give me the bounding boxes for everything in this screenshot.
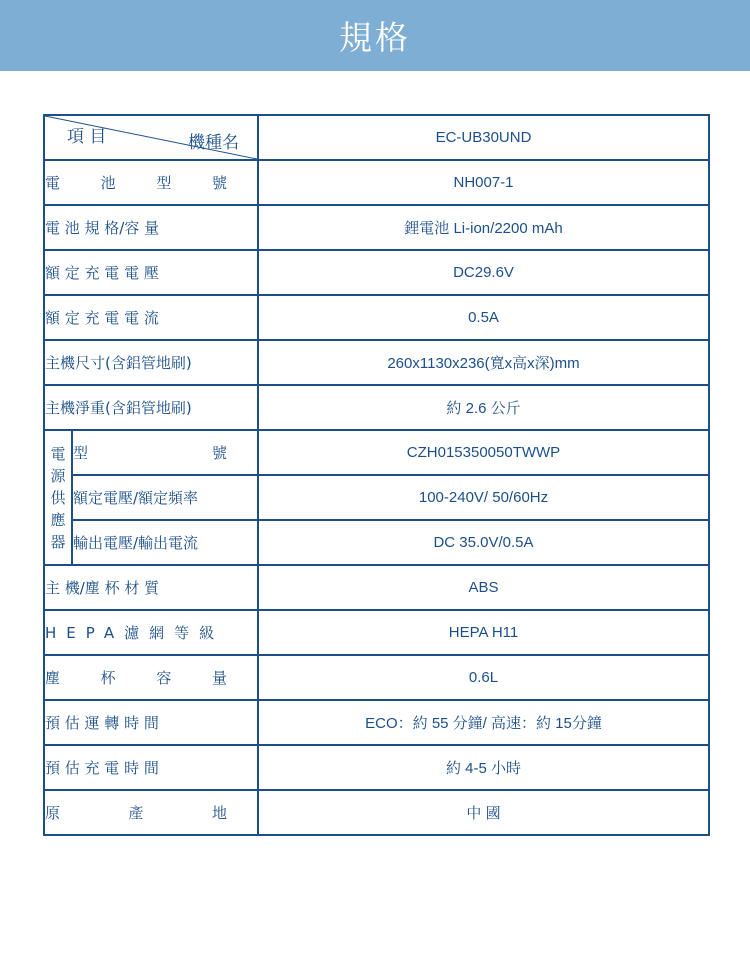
row-value: ABS	[258, 565, 709, 610]
table-row	[44, 520, 709, 565]
diagonal-header-cell	[44, 115, 258, 160]
table-row	[44, 430, 709, 475]
title-banner	[0, 0, 750, 71]
row-value: 約 2.6 公斤	[258, 385, 709, 430]
row-label: 電 池 型 號	[45, 174, 227, 192]
table-row	[44, 385, 709, 430]
row-label: 額定電壓/額定頻率	[72, 475, 258, 520]
row-value: 0.5A	[258, 295, 709, 340]
row-label: 預 估 運 轉 時 間	[44, 700, 258, 745]
table-row	[44, 205, 709, 250]
row-value: 中 國	[258, 790, 709, 835]
header-row	[44, 115, 709, 160]
row-label: 額 定 充 電 電 壓	[44, 250, 258, 295]
row-value: DC29.6V	[258, 250, 709, 295]
row-label: 額 定 充 電 電 流	[44, 295, 258, 340]
row-label: 主機淨重(含鋁管地刷)	[44, 385, 258, 430]
row-label: 原 產 地	[45, 804, 227, 822]
table-row	[44, 655, 709, 700]
row-value: 0.6L	[258, 655, 709, 700]
row-value: 鋰電池 Li-ion/2200 mAh	[258, 205, 709, 250]
table-row	[44, 160, 709, 205]
row-value: HEPA H11	[258, 610, 709, 655]
psu-group-text: 電 源 供 應 器	[50, 444, 66, 551]
psu-group-label	[44, 430, 72, 565]
row-value: DC 35.0V/0.5A	[258, 520, 709, 565]
row-value: 260x1130x236(寬x高x深)mm	[258, 340, 709, 385]
table-row	[44, 295, 709, 340]
table-row	[44, 475, 709, 520]
table-row	[44, 340, 709, 385]
row-label: 主 機/塵 杯 材 質	[44, 565, 258, 610]
row-value: 約 4-5 小時	[258, 745, 709, 790]
row-label: 型 號	[73, 444, 227, 462]
table-row	[44, 565, 709, 610]
spec-table	[43, 114, 710, 836]
row-label: 電 池 規 格/容 量	[44, 205, 258, 250]
row-value: NH007-1	[258, 160, 709, 205]
model-column-label: 機種名	[188, 133, 239, 153]
row-value: CZH015350050TWWP	[258, 430, 709, 475]
table-row	[44, 790, 709, 835]
model-name: EC-UB30UND	[258, 115, 709, 160]
table-row	[44, 700, 709, 745]
row-label: 預 估 充 電 時 間	[44, 745, 258, 790]
row-value: 100-240V/ 50/60Hz	[258, 475, 709, 520]
table-row	[44, 610, 709, 655]
table-row	[44, 745, 709, 790]
row-label: 主機尺寸(含鋁管地刷)	[44, 340, 258, 385]
row-label: HEPA濾網等級	[44, 610, 258, 655]
table-row	[44, 250, 709, 295]
row-label: 塵 杯 容 量	[45, 669, 227, 687]
page-title: 規格	[339, 18, 411, 57]
row-value: ECO：約 55 分鐘/ 高速：約 15分鐘	[258, 700, 709, 745]
item-column-label: 項 目	[67, 127, 107, 147]
row-label: 輸出電壓/輸出電流	[72, 520, 258, 565]
